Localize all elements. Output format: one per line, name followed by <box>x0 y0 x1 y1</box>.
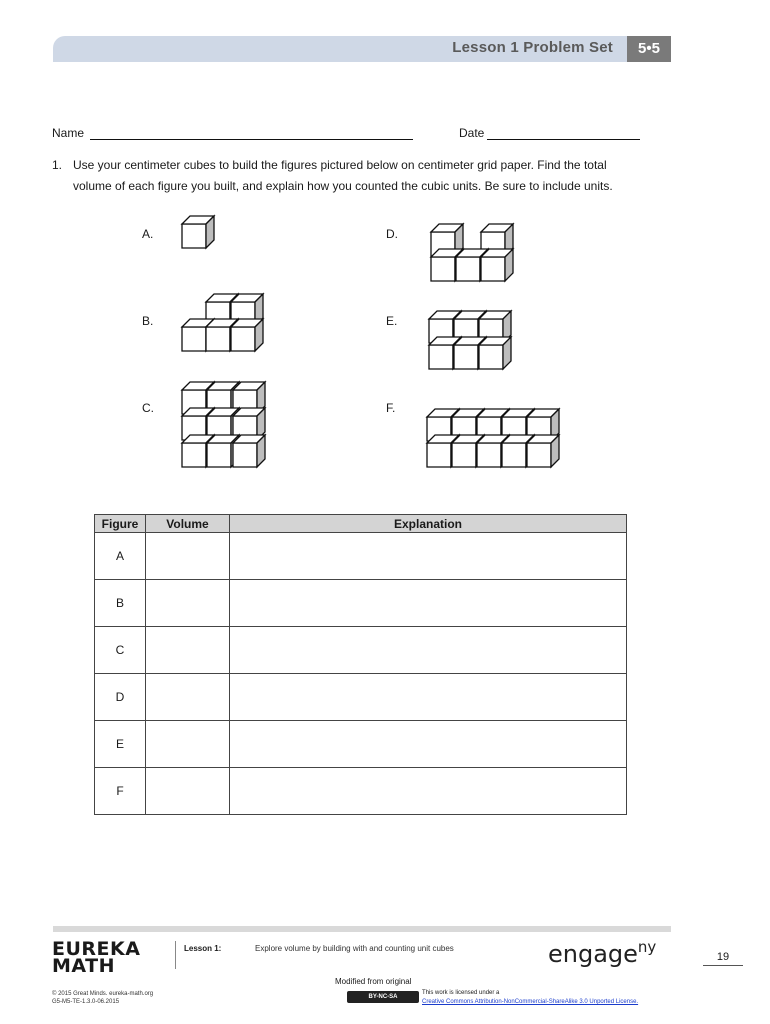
modified-note: Modified from original <box>335 977 412 986</box>
page-number: 19 <box>703 951 743 966</box>
figure-a-cubes <box>182 216 214 248</box>
copyright-line-1: © 2015 Great Minds. eureka-math.org <box>52 991 154 997</box>
figure-cell: C <box>95 627 146 674</box>
figure-d-label: D. <box>386 227 398 241</box>
volume-cell[interactable] <box>146 721 230 768</box>
figure-c-cubes <box>182 382 265 467</box>
license-text <box>422 989 638 1007</box>
figure-e-cubes <box>429 311 511 369</box>
logo-line-2: MATH <box>52 955 115 977</box>
table-row <box>95 533 627 580</box>
table-row <box>95 768 627 815</box>
explanation-cell[interactable] <box>230 627 627 674</box>
table-row <box>95 674 627 721</box>
question-line-2: volume of each figure you built, and explain how you counted the cubic units. Be sure to include units. <box>73 179 613 193</box>
figure-d-cubes <box>431 224 513 281</box>
volume-cell[interactable] <box>146 768 230 815</box>
explanation-cell[interactable] <box>230 721 627 768</box>
footer-lesson-label: Lesson 1: <box>184 944 222 953</box>
table-row <box>95 627 627 674</box>
volume-cell[interactable] <box>146 674 230 721</box>
volume-cell[interactable] <box>146 533 230 580</box>
figure-c-label: C. <box>142 401 154 415</box>
figure-f-label: F. <box>386 401 396 415</box>
figure-cell: A <box>95 533 146 580</box>
question-line-1: Use your centimeter cubes to build the figures pictured below on centimeter grid paper. Find the total <box>73 158 607 172</box>
cube-figures <box>0 0 770 500</box>
eureka-math-logo <box>52 938 141 977</box>
table-row <box>95 580 627 627</box>
cc-license-badge-icon <box>347 991 419 1003</box>
ny-text: ny <box>637 938 657 956</box>
explanation-cell[interactable] <box>230 580 627 627</box>
license-link[interactable]: Creative Commons Attribution-NonCommercial-ShareAlike 3.0 Unported License. <box>422 999 639 1005</box>
engageny-logo <box>548 940 656 968</box>
explanation-cell[interactable] <box>230 533 627 580</box>
explanation-cell[interactable] <box>230 768 627 815</box>
figure-b-cubes <box>182 294 263 351</box>
figure-cell: E <box>95 721 146 768</box>
figure-column-header: Figure <box>95 515 146 533</box>
volume-cell[interactable] <box>146 580 230 627</box>
figure-e-label: E. <box>386 314 398 328</box>
name-label: Name <box>52 126 85 140</box>
table-header-row <box>95 515 627 533</box>
grade-module-badge: 5•5 <box>627 36 671 62</box>
license-line-1: This work is licensed under a <box>422 990 500 996</box>
figure-f-cubes <box>427 409 559 467</box>
figure-a-label: A. <box>142 227 154 241</box>
footer-bar <box>53 926 671 932</box>
volume-table <box>94 514 627 815</box>
explanation-column-header: Explanation <box>230 515 627 533</box>
figure-cell: B <box>95 580 146 627</box>
question-number: 1. <box>52 158 63 172</box>
copyright <box>52 990 153 1006</box>
explanation-cell[interactable] <box>230 674 627 721</box>
footer-lesson-description: Explore volume by building with and counting unit cubes <box>255 944 454 953</box>
footer-divider <box>175 941 176 969</box>
volume-cell[interactable] <box>146 627 230 674</box>
figure-cell: F <box>95 768 146 815</box>
cc-badge-text: BY-NC-SA <box>368 994 398 1000</box>
figure-cell: D <box>95 674 146 721</box>
copyright-line-2: G5-M5-TE-1.3.0-06.2015 <box>52 999 120 1005</box>
figure-b-label: B. <box>142 314 154 328</box>
logo-line-1: EUREKA <box>52 938 141 960</box>
date-label: Date <box>459 126 485 140</box>
lesson-title: Lesson 1 Problem Set <box>452 39 613 56</box>
table-row <box>95 721 627 768</box>
volume-column-header: Volume <box>146 515 230 533</box>
engage-text: engage <box>548 940 638 968</box>
